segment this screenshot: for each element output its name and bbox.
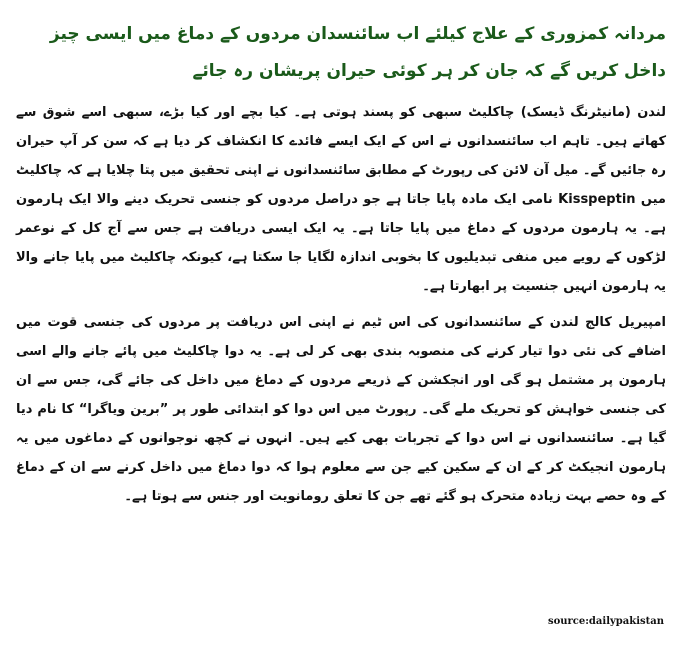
article-paragraph-1: لندن (مانیٹرنگ ڈیسک) چاکلیٹ سبھی کو پسند ہوتی ہے۔ کیا بچے اور کیا بڑے، سبھی اسے شوق سے کھاتے ہیں۔ تاہم اب سائنسدانوں نے اس کے ایک ایسے فائدے کا انکشاف کر دیا ہے کہ سن کر آپ حیران رہ جائیں گے۔ میل آن لائن کی رپورٹ کے مطابق سائنسدانوں نے اپنی تحقیق میں پتا چلایا ہے کہ چاکلیٹ میں Kisspeptin نامی ایک مادہ پایا جاتا ہے جو دراصل مردوں کو جنسی تحریک دینے والا ایک ہارمون ہے۔ یہ ہارمون مردوں کے دماغ میں پایا جاتا ہے۔ یہ ایک ایسی دریافت ہے جس سے آج کل کے نوعمر لڑکوں کے رویے میں منفی تبدیلیوں کا بخوبی اندازہ لگایا جا سکتا ہے، کیونکہ چاکلیٹ میں پایا جانے والا یہ ہارمون انہیں جنسیت پر ابھارتا ہے۔ (16, 105, 666, 294)
article-paragraph-2: امپیریل کالج لندن کے سائنسدانوں کی اس ٹیم نے اپنی اس دریافت پر مردوں کی جنسی قوت میں اضافے کی نئی دوا تیار کرنے کی منصوبہ بندی بھی کر لی ہے۔ یہ دوا چاکلیٹ میں پائے جانے والے اسی ہارمون پر مشتمل ہو گی اور انجکشن کے ذریعے مردوں کے دماغ میں داخل کی جائے گی، جس سے ان کی جنسی خواہش کو تحریک ملے گی۔ رپورٹ میں اس دوا کو ابتدائی طور پر ”برین ویاگرا“ کا نام دیا گیا ہے۔ سائنسدانوں نے اس دوا کے تجربات بھی کیے ہیں۔ انہوں نے کچھ نوجوانوں کے دماغوں میں یہ ہارمون انجیکٹ کر کے ان کے سکین کیے جن سے معلوم ہوا کہ دوا دماغ میں داخل کرنے سے ان کے دماغ کے وہ حصے بہت زیادہ متحرک ہو گئے تھے جن کا تعلق رومانویت اور جنس سے ہوتا ہے۔ (16, 315, 666, 504)
source-credit: source:dailypakistan (547, 616, 664, 627)
article-headline: مردانہ کمزوری کے علاج کیلئے اب سائنسدان مردوں کے دماغ میں ایسی چیز داخل کریں گے کہ جان کر ہر کوئی حیران پریشان رہ جائے (49, 24, 666, 81)
